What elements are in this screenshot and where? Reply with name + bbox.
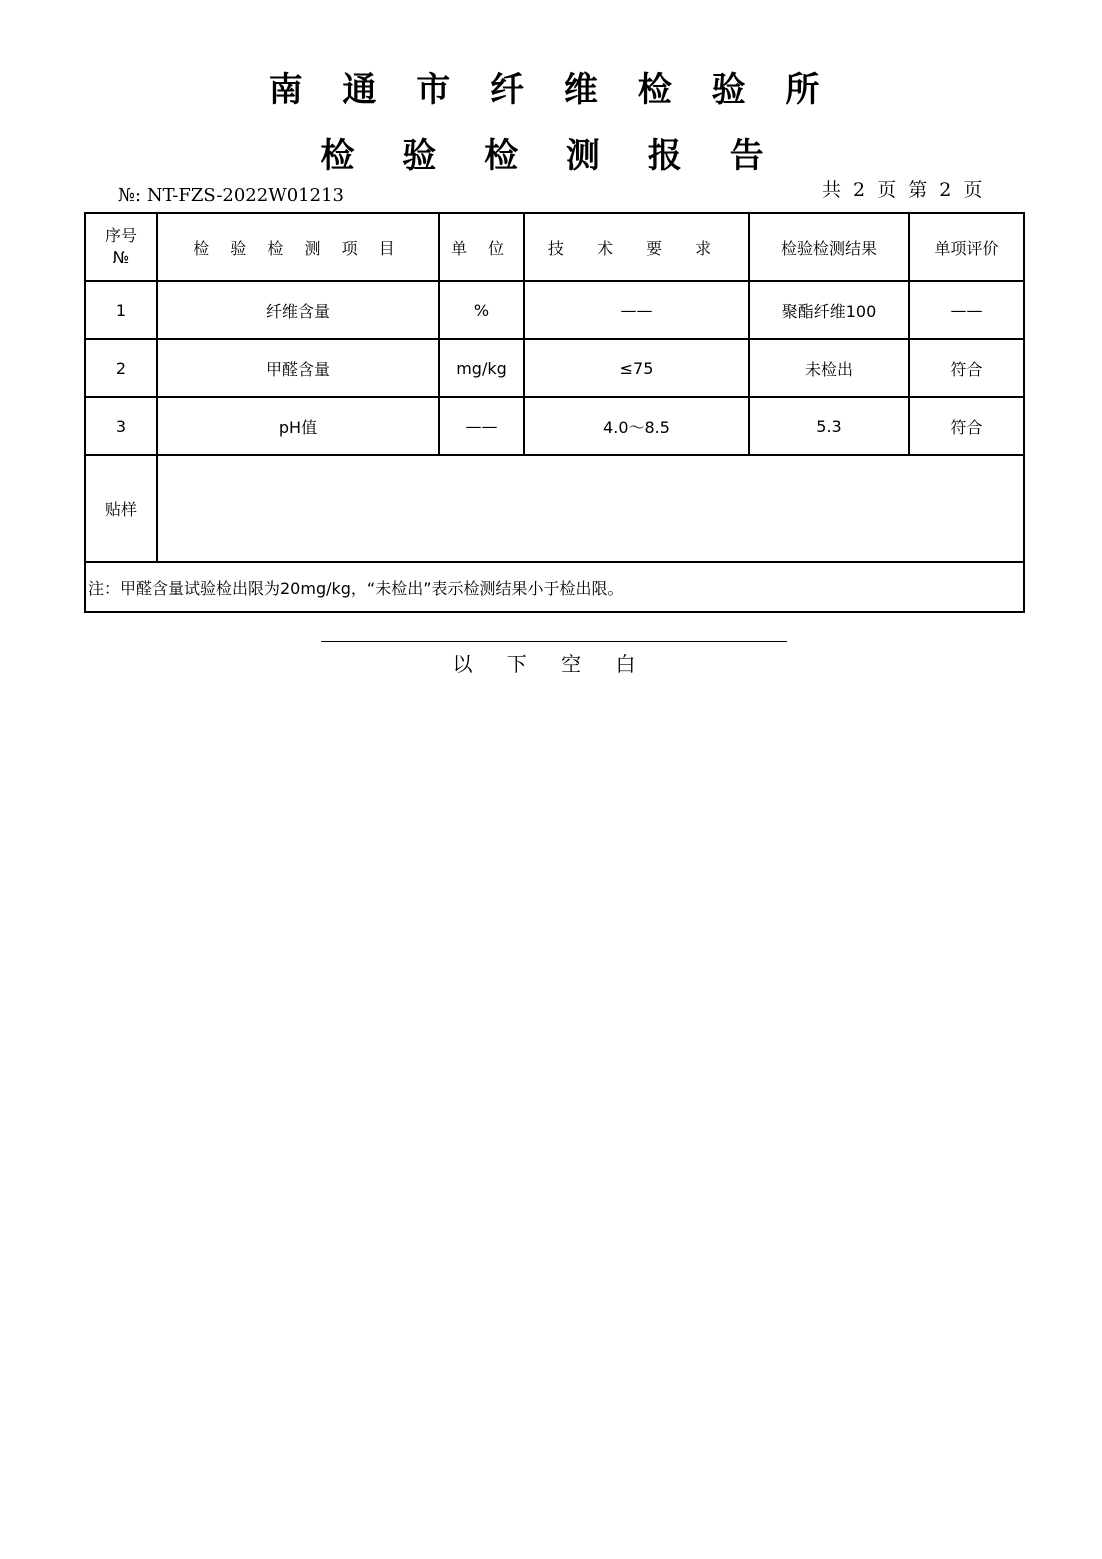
header-index — [85, 213, 157, 281]
cell-unit: —— — [439, 397, 524, 455]
sample-area — [157, 455, 1024, 562]
report-title: 检 验 检 测 报 告 — [320, 136, 782, 176]
cell-evaluation: —— — [909, 281, 1024, 339]
table-row — [85, 281, 1024, 339]
note-row — [85, 562, 1024, 612]
header-unit: 单 位 — [439, 213, 524, 281]
cell-requirement: ≤75 — [524, 339, 749, 397]
report-number: №: NT-FZS-2022W01213 — [118, 185, 344, 206]
header-index-symbol: № — [112, 248, 130, 267]
cell-index: 3 — [85, 397, 157, 455]
cell-item: 纤维含量 — [157, 281, 439, 339]
end-of-report-label: 以 下 空 白 — [452, 652, 650, 676]
cell-item: 甲醛含量 — [157, 339, 439, 397]
table-row — [85, 339, 1024, 397]
header-item: 检 验 检 测 项 目 — [157, 213, 439, 281]
cell-result: 聚酯纤维100 — [749, 281, 909, 339]
end-divider — [321, 641, 787, 642]
table-note: 注：甲醛含量试验检出限为20mg/kg，“未检出”表示检测结果小于检出限。 — [85, 562, 1024, 612]
cell-unit: mg/kg — [439, 339, 524, 397]
header-requirement: 技 术 要 求 — [524, 213, 749, 281]
inspection-results-table — [84, 212, 1025, 613]
cell-result: 5.3 — [749, 397, 909, 455]
cell-requirement: 4.0～8.5 — [524, 397, 749, 455]
cell-requirement: —— — [524, 281, 749, 339]
organization-title: 南 通 市 纤 维 检 验 所 — [268, 70, 834, 110]
sample-row — [85, 455, 1024, 562]
cell-unit: % — [439, 281, 524, 339]
cell-evaluation: 符合 — [909, 397, 1024, 455]
header-index-label: 序号 — [104, 226, 137, 245]
cell-item: pH值 — [157, 397, 439, 455]
header-result: 检验检测结果 — [749, 213, 909, 281]
cell-result: 未检出 — [749, 339, 909, 397]
table-row — [85, 397, 1024, 455]
cell-evaluation: 符合 — [909, 339, 1024, 397]
table-header-row — [85, 213, 1024, 281]
page-indicator: 共 2 页 第 2 页 — [822, 179, 986, 201]
cell-index: 2 — [85, 339, 157, 397]
sample-label: 贴样 — [85, 455, 157, 562]
cell-index: 1 — [85, 281, 157, 339]
header-evaluation: 单项评价 — [909, 213, 1024, 281]
